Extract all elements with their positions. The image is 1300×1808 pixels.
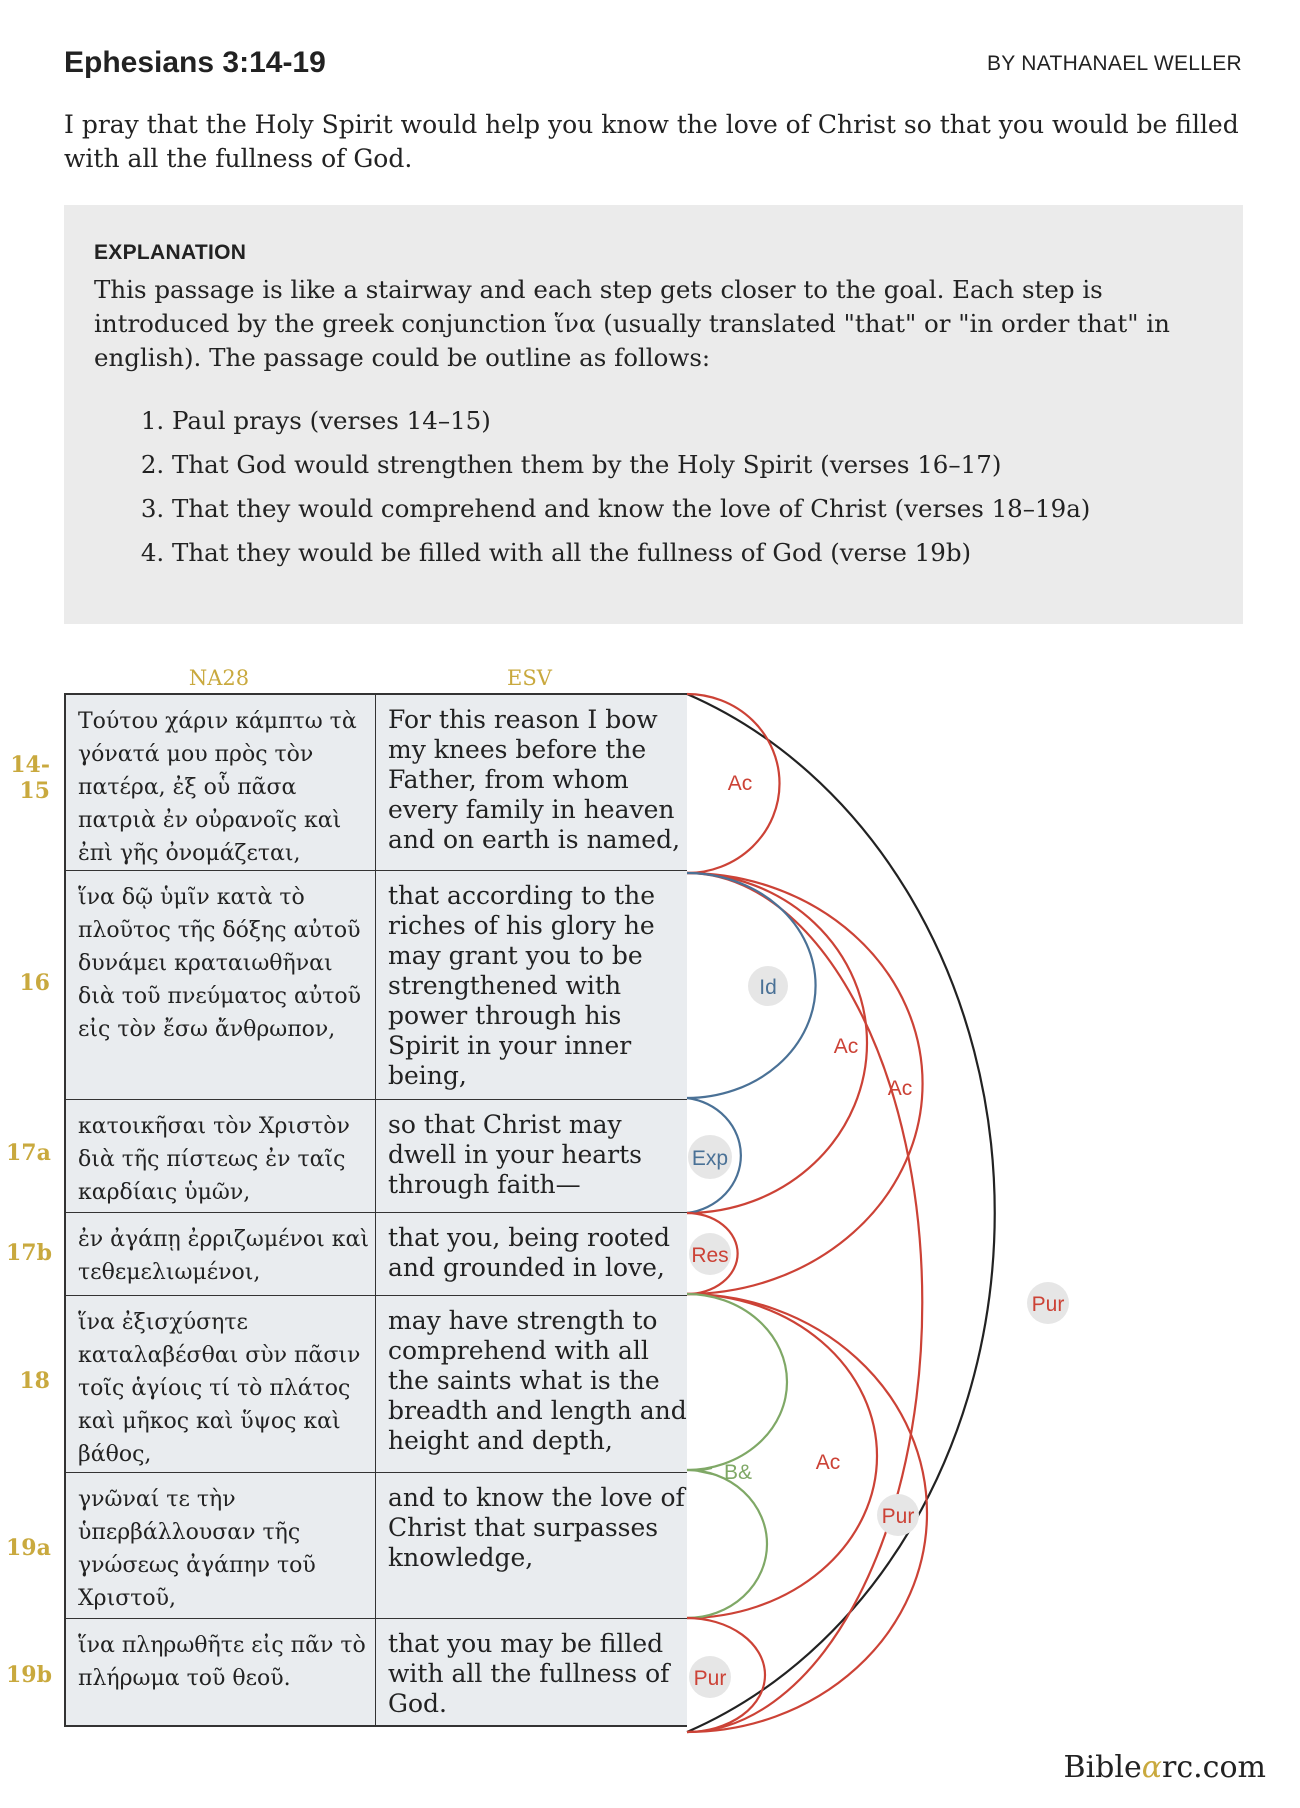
exp-label: Exp xyxy=(691,1147,729,1170)
ac-1819-arc xyxy=(687,1294,877,1618)
brand-suffix: rc.com xyxy=(1162,1750,1266,1785)
greek-cell: Τούτου χάριν κάμπτω τὰ γόνατά μου πρὸς τὸν πατέρα, ἐξ οὗ πᾶσα πατριὰ ἐν οὐρανοῖς καὶ ἐπὶ γῆς ὀνομάζεται, xyxy=(66,695,376,870)
verse-ref-19b: 19b xyxy=(6,1662,52,1688)
ac-1415-label: Ac xyxy=(727,772,753,795)
pur-1819-label: Pur xyxy=(881,1505,915,1528)
ac-inner-label: Ac xyxy=(833,1035,859,1058)
explanation-text: This passage is like a stairway and each step gets closer to the goal. Each step is introduced by the greek conjunction ἵνα (usually translated "that" or "in order that" in english). The passage could be outline as follows: xyxy=(94,275,1170,372)
english-column-header: ESV xyxy=(507,666,552,690)
brand-alpha: α xyxy=(1141,1750,1162,1785)
ba-arc-19a xyxy=(687,1470,767,1618)
verse-ref-16: 16 xyxy=(19,970,50,996)
brand-prefix: Bible xyxy=(1063,1750,1142,1785)
greek-cell: ἵνα ἐξισχύσητε καταλαβέσθαι σὺν πᾶσιν τοῖς ἁγίοις τί τὸ πλάτος καὶ μῆκος καὶ ὕψος καὶ βάθος, xyxy=(66,1296,376,1472)
outline-item: 2. That God would strengthen them by the Holy Spirit (verses 16–17) xyxy=(172,443,1213,487)
id-label: Id xyxy=(759,976,777,999)
greek-cell: κατοικῆσαι τὸν Χριστὸν διὰ τῆς πίστεως ἐν ταῖς καρδίαις ὑμῶν, xyxy=(66,1100,376,1212)
ac-1819-label: Ac xyxy=(815,1451,841,1474)
verse-ref-18: 18 xyxy=(19,1368,50,1394)
verse-ref-14-15: 14-15 xyxy=(10,752,50,804)
greek-cell: ἵνα πληρωθῆτε εἰς πᾶν τὸ πλήρωμα τοῦ θεοῦ. xyxy=(66,1619,376,1725)
greek-cell: ἐν ἀγάπῃ ἐρριζωμένοι καὶ τεθεμελιωμένοι, xyxy=(66,1213,376,1295)
summary-text: I pray that the Holy Spirit would help you know the love of Christ so that you would be filled with all the fullness of God. xyxy=(64,110,1239,173)
english-cell: that according to the riches of his glory he may grant you to be strengthened with power through his Spirit in your inner being, xyxy=(388,881,655,1090)
outline-item: 4. That they would be filled with all the fullness of God (verse 19b) xyxy=(172,531,1213,575)
greek-column-header: NA28 xyxy=(188,666,250,690)
english-cell: and to know the love of Christ that surpasses knowledge, xyxy=(388,1483,685,1572)
verse-ref-17a: 17a xyxy=(6,1140,51,1166)
brand-logo[interactable] xyxy=(1064,1750,1266,1785)
verse-ref-17b: 17b xyxy=(6,1240,52,1266)
english-cell: may have strength to comprehend with all the saints what is the breadth and length and height and depth, xyxy=(388,1306,687,1455)
explanation-heading: EXPLANATION xyxy=(94,241,247,264)
pur-main-label: Pur xyxy=(1031,1293,1065,1316)
english-cell: that you may be filled with all the fullness of God. xyxy=(388,1629,670,1718)
res-label: Res xyxy=(691,1244,729,1267)
ac-outer-label: Ac xyxy=(887,1077,913,1100)
ba-label: B& xyxy=(723,1461,753,1484)
page-title: Ephesians 3:14-19 xyxy=(64,46,326,79)
greek-cell: γνῶναί τε τὴν ὑπερβάλλουσαν τῆς γνώσεως ἀγάπην τοῦ Χριστοῦ, xyxy=(66,1473,376,1618)
verse-ref-19a: 19a xyxy=(6,1535,51,1561)
pur-main-arc xyxy=(687,873,922,1732)
outer-arc xyxy=(687,694,995,1732)
outline-item: 1. Paul prays (verses 14–15) xyxy=(172,399,1213,443)
english-cell: that you, being rooted and grounded in love, xyxy=(388,1223,670,1282)
english-cell: so that Christ may dwell in your hearts through faith— xyxy=(388,1110,642,1199)
pur-19b-label: Pur xyxy=(693,1667,727,1690)
english-cell: For this reason I bow my knees before the Father, from whom every family in heaven and on earth is named, xyxy=(388,705,681,854)
greek-cell: ἵνα δῷ ὑμῖν κατὰ τὸ πλοῦτος τῆς δόξης αὐτοῦ δυνάμει κραταιωθῆναι διὰ τοῦ πνεύματος αὐτοῦ εἰς τὸν ἔσω ἄνθρωπον, xyxy=(66,871,376,1099)
outline-item: 3. That they would comprehend and know the love of Christ (verses 18–19a) xyxy=(172,487,1213,531)
ba-arc-18 xyxy=(687,1294,787,1470)
author-byline: BY NATHANAEL WELLER xyxy=(986,52,1242,75)
